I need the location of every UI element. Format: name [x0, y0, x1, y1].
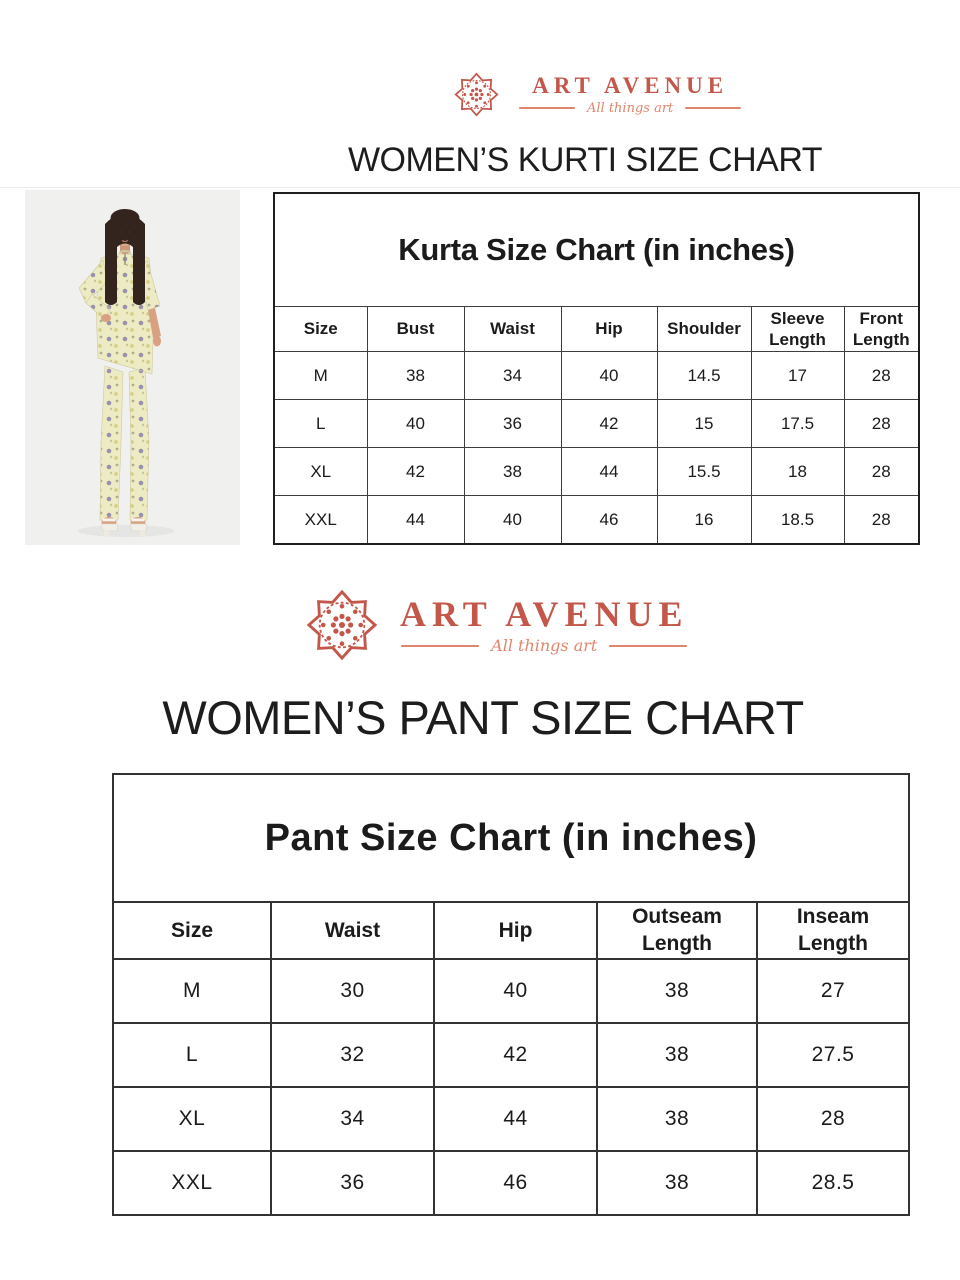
table-cell: XL	[274, 448, 367, 496]
table-cell: M	[274, 352, 367, 400]
kurta-table-title: Kurta Size Chart (in inches)	[274, 193, 919, 307]
brand-name: ART AVENUE	[400, 593, 689, 634]
pant-size-table	[112, 773, 910, 1216]
table-cell: 38	[597, 959, 757, 1023]
table-cell: 36	[271, 1151, 434, 1215]
brand-tagline: All things art	[587, 100, 674, 116]
brand-logo-text	[519, 73, 741, 115]
table-cell: XXL	[113, 1151, 271, 1215]
brand-tagline-row	[519, 101, 741, 116]
table-cell: 27.5	[757, 1023, 909, 1087]
column-header-bust: Bust	[367, 307, 464, 352]
table-cell: 42	[367, 448, 464, 496]
model-photo	[25, 190, 240, 545]
table-cell: 40	[464, 496, 561, 545]
table-cell: 28	[757, 1087, 909, 1151]
brand-logo-text	[400, 595, 688, 656]
column-header-size: Size	[113, 902, 271, 959]
tagline-rule-left	[401, 645, 479, 647]
table-cell: 34	[464, 352, 561, 400]
table-cell: 16	[657, 496, 751, 545]
table-cell: 30	[271, 959, 434, 1023]
table-cell: XL	[113, 1087, 271, 1151]
table-cell: 44	[561, 448, 657, 496]
table-cell: 40	[561, 352, 657, 400]
table-cell: L	[274, 400, 367, 448]
table-cell: 17.5	[751, 400, 844, 448]
table-cell: XXL	[274, 496, 367, 545]
kurta-size-table	[273, 192, 920, 545]
table-cell: 46	[561, 496, 657, 545]
table-cell: 15.5	[657, 448, 751, 496]
tagline-rule-left	[519, 107, 575, 109]
table-title-row	[274, 193, 919, 307]
column-header-waist: Waist	[464, 307, 561, 352]
table-row-xl	[274, 448, 919, 496]
column-header-hip: Hip	[561, 307, 657, 352]
table-cell: 28.5	[757, 1151, 909, 1215]
table-row-l	[113, 1023, 909, 1087]
column-header-inseam-length: Inseam Length	[757, 902, 909, 959]
section-divider	[0, 187, 960, 188]
brand-tagline-row	[401, 636, 687, 655]
table-cell: 46	[434, 1151, 597, 1215]
table-cell: 28	[844, 448, 919, 496]
table-cell: 15	[657, 400, 751, 448]
column-header-size: Size	[274, 307, 367, 352]
brand-tagline: All things art	[491, 636, 598, 656]
table-cell: 28	[844, 496, 919, 545]
table-cell: M	[113, 959, 271, 1023]
table-cell: 42	[561, 400, 657, 448]
table-cell: 38	[597, 1023, 757, 1087]
table-row-l	[274, 400, 919, 448]
tagline-rule-right	[685, 107, 741, 109]
column-header-hip: Hip	[434, 902, 597, 959]
table-cell: 14.5	[657, 352, 751, 400]
pant-table-title: Pant Size Chart (in inches)	[113, 774, 909, 902]
table-cell: 18	[751, 448, 844, 496]
column-header-shoulder: Shoulder	[657, 307, 751, 352]
table-cell: 28	[844, 352, 919, 400]
table-cell: 40	[434, 959, 597, 1023]
table-row-xxl	[113, 1151, 909, 1215]
table-cell: 27	[757, 959, 909, 1023]
table-cell: 38	[367, 352, 464, 400]
table-header-row	[274, 307, 919, 352]
table-row-xl	[113, 1087, 909, 1151]
table-cell: 38	[597, 1087, 757, 1151]
column-header-outseam-length: Outseam Length	[597, 902, 757, 959]
brand-logo-top	[454, 72, 741, 117]
table-cell: 17	[751, 352, 844, 400]
table-cell: 18.5	[751, 496, 844, 545]
table-row-xxl	[274, 496, 919, 545]
mandala-logo-icon	[306, 589, 378, 661]
mandala-logo-icon	[454, 72, 499, 117]
pant-section-heading: WOMEN’S PANT SIZE CHART	[162, 691, 804, 744]
brand-logo-bottom	[306, 589, 688, 661]
table-header-row	[113, 902, 909, 959]
brand-name: ART AVENUE	[532, 73, 729, 99]
table-cell: 34	[271, 1087, 434, 1151]
table-cell: 44	[367, 496, 464, 545]
table-cell: 32	[271, 1023, 434, 1087]
table-cell: 38	[464, 448, 561, 496]
table-row-m	[113, 959, 909, 1023]
table-title-row	[113, 774, 909, 902]
table-cell: 40	[367, 400, 464, 448]
column-header-front-length: Front Length	[844, 307, 919, 352]
table-row-m	[274, 352, 919, 400]
tagline-rule-right	[609, 645, 687, 647]
table-cell: 38	[597, 1151, 757, 1215]
kurti-section-heading: WOMEN’S KURTI SIZE CHART	[347, 141, 823, 179]
table-cell: 28	[844, 400, 919, 448]
column-header-waist: Waist	[271, 902, 434, 959]
table-cell: L	[113, 1023, 271, 1087]
table-cell: 36	[464, 400, 561, 448]
table-cell: 42	[434, 1023, 597, 1087]
table-cell: 44	[434, 1087, 597, 1151]
column-header-sleeve-length: Sleeve Length	[751, 307, 844, 352]
